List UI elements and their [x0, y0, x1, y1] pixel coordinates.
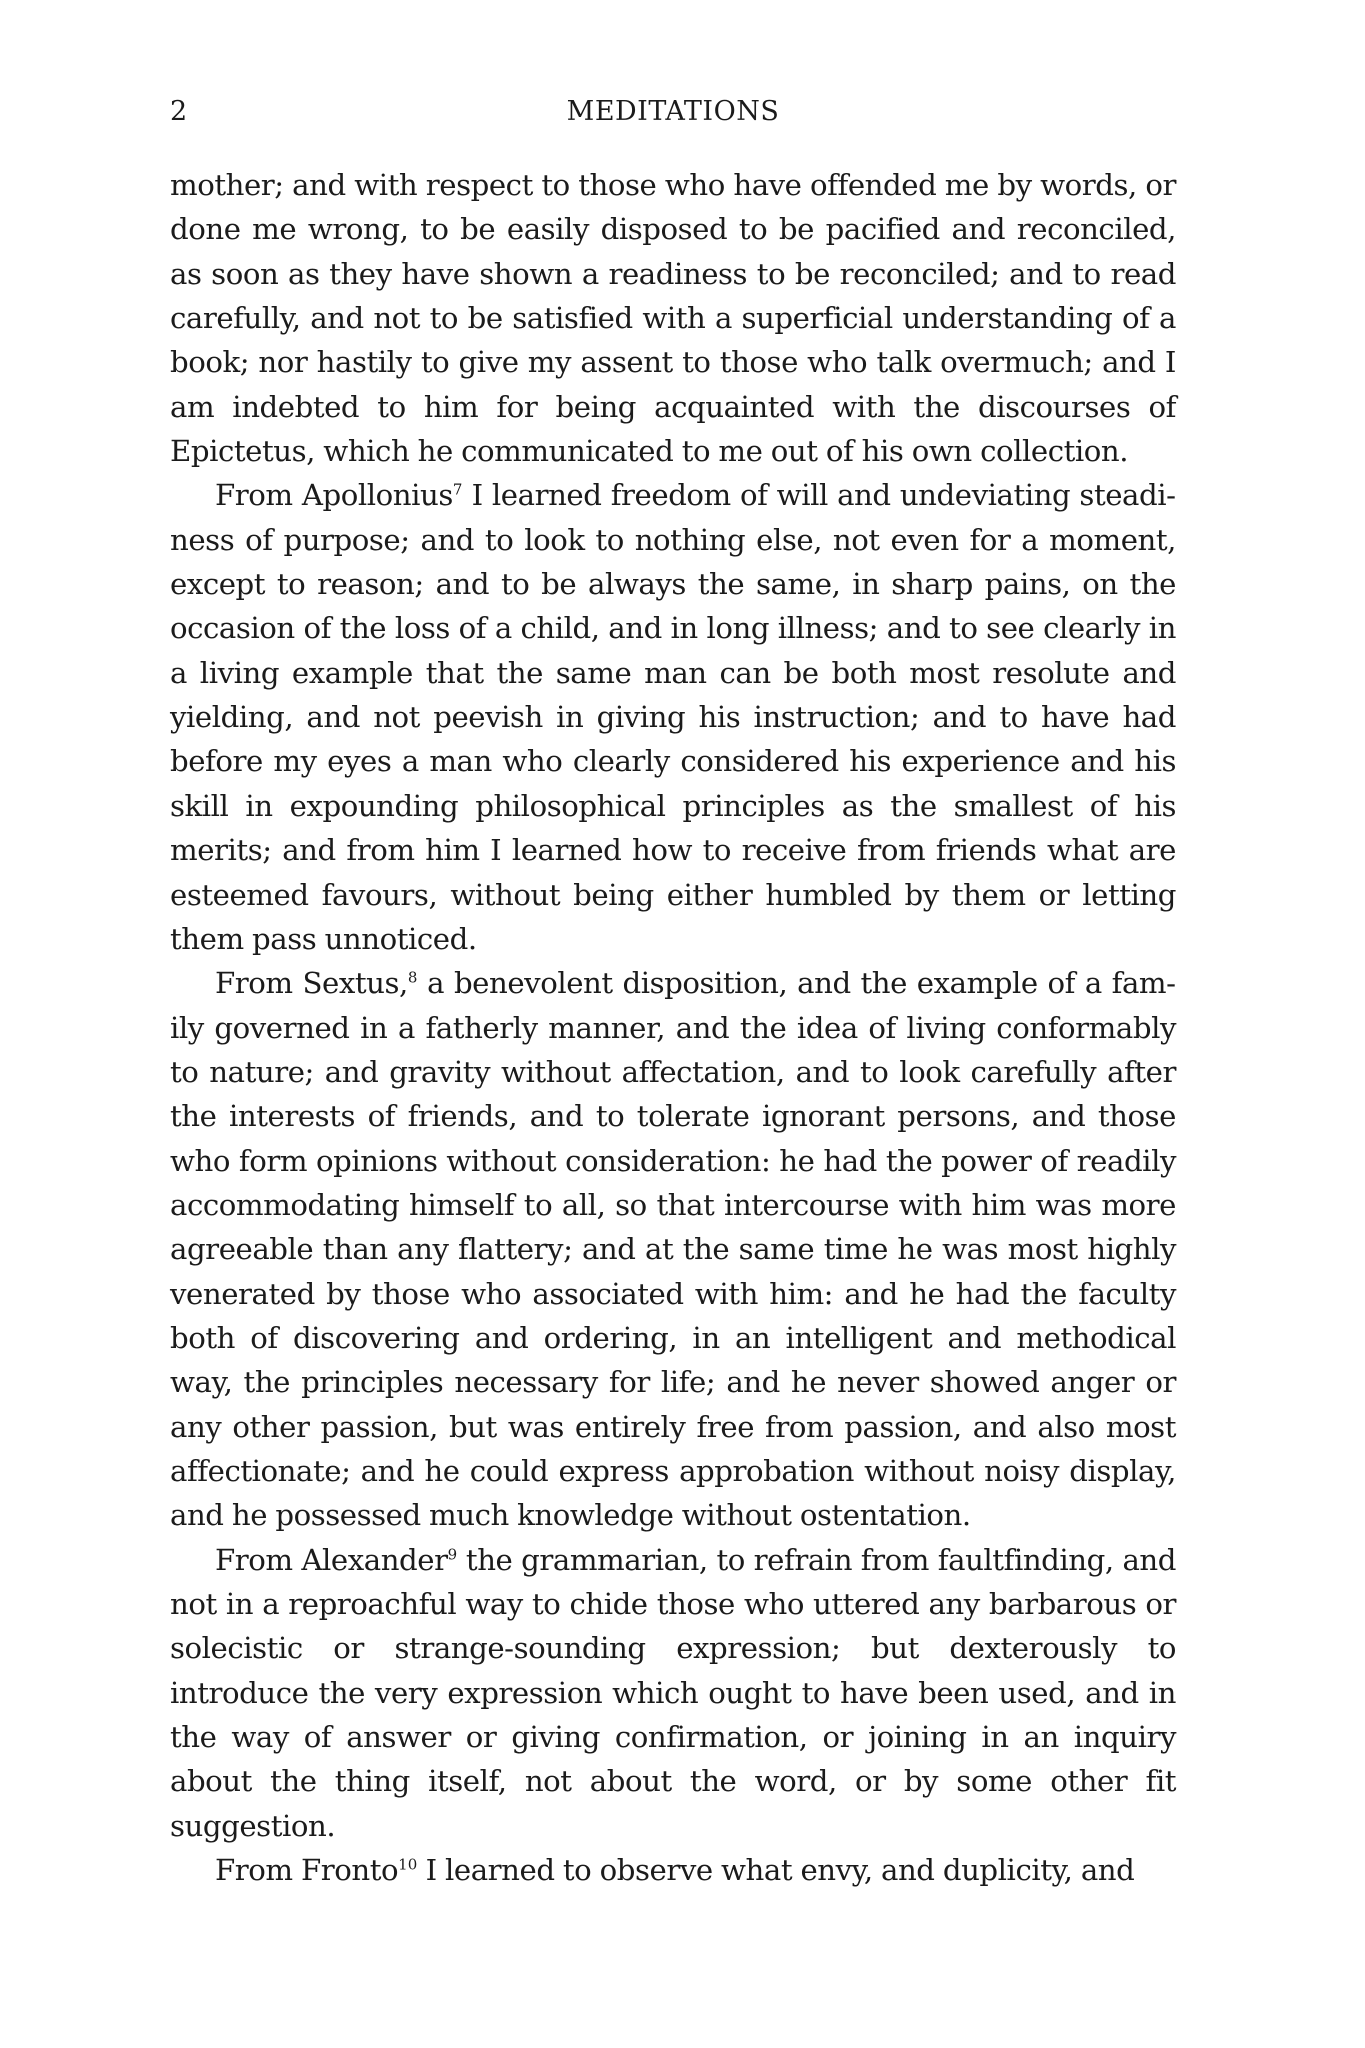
paragraph-apollonius: [170, 473, 1176, 961]
paragraph-lead: From Sextus,: [215, 966, 408, 1001]
paragraph-sextus: [170, 961, 1176, 1537]
footnote-marker: 8: [407, 968, 418, 987]
footnote-marker: 10: [398, 1855, 418, 1874]
page-number: 2: [170, 96, 188, 127]
footnote-marker: 7: [452, 480, 463, 499]
paragraph-lead: From Alexander: [215, 1542, 448, 1577]
paragraph-text: mother; and with respect to those who have offended me by words, or done me wrong, to be easily disposed to be pacified and reconciled, as soon as they have shown a readiness to be reconciled; and to read carefully, and not to be satisfied with a superficial understanding of a book; nor hastily to give my assent to those who talk overmuch; and I am indebted to him for being acquainted with the discourses of Epictetus, which he communicated to me out of his own collection.: [170, 168, 1176, 469]
paragraph-fronto: [170, 1848, 1176, 1892]
paragraph-text: the grammarian, to refrain from faultfinding, and not in a reproachful way to chide those who uttered any barbarous or solecistic or strange-sounding expression; but dexterously to introduce the very expression which ought to have been used, and in the way of answer or giving confirmation, or joining in an inquiry about the thing itself, not about the word, or by some other fit suggestion.: [170, 1542, 1176, 1843]
body-text: [170, 163, 1176, 1892]
running-head: [170, 96, 1176, 136]
paragraph-alexander: [170, 1538, 1176, 1848]
paragraph-text: a benevolent disposition, and the example of a family governed in a fatherly manner, and the idea of living conformably to nature; and gravity without affectation, and to look carefully after the interests of friends, and to tolerate ignorant persons, and those who form opinions without consideration: he had the power of readily accommodating himself to all, so that intercourse with him was more agreeable than any flattery; and at the same time he was most highly venerated by those who associated with him: and he had the faculty both of discovering and ordering, in an intelligent and methodical way, the principles necessary for life; and he never showed anger or any other passion, but was entirely free from passion, and also most affectionate; and he could express approbation without noisy display, and he possessed much knowledge without ostentation.: [170, 966, 1176, 1533]
paragraph-text: I learned to observe what envy, and duplicity, and: [417, 1853, 1135, 1888]
paragraph-text: I learned freedom of will and undeviating steadiness of purpose; and to look to nothing else, not even for a moment, except to reason; and to be always the same, in sharp pains, on the occasion of the loss of a child, and in long illness; and to see clearly in a living example that the same man can be both most resolute and yielding, and not peevish in giving his instruction; and to have had before my eyes a man who clearly considered his experience and his skill in expounding philosophical principles as the smallest of his merits; and from him I learned how to receive from friends what are esteemed favours, without being either humbled by them or letting them pass unnoticed.: [170, 478, 1176, 956]
footnote-marker: 9: [447, 1544, 458, 1563]
paragraph-lead: From Fronto: [215, 1853, 399, 1888]
paragraph-lead: From Apollonius: [215, 478, 453, 513]
running-title: MEDITATIONS: [566, 96, 780, 127]
paragraph-continued: [170, 163, 1176, 473]
